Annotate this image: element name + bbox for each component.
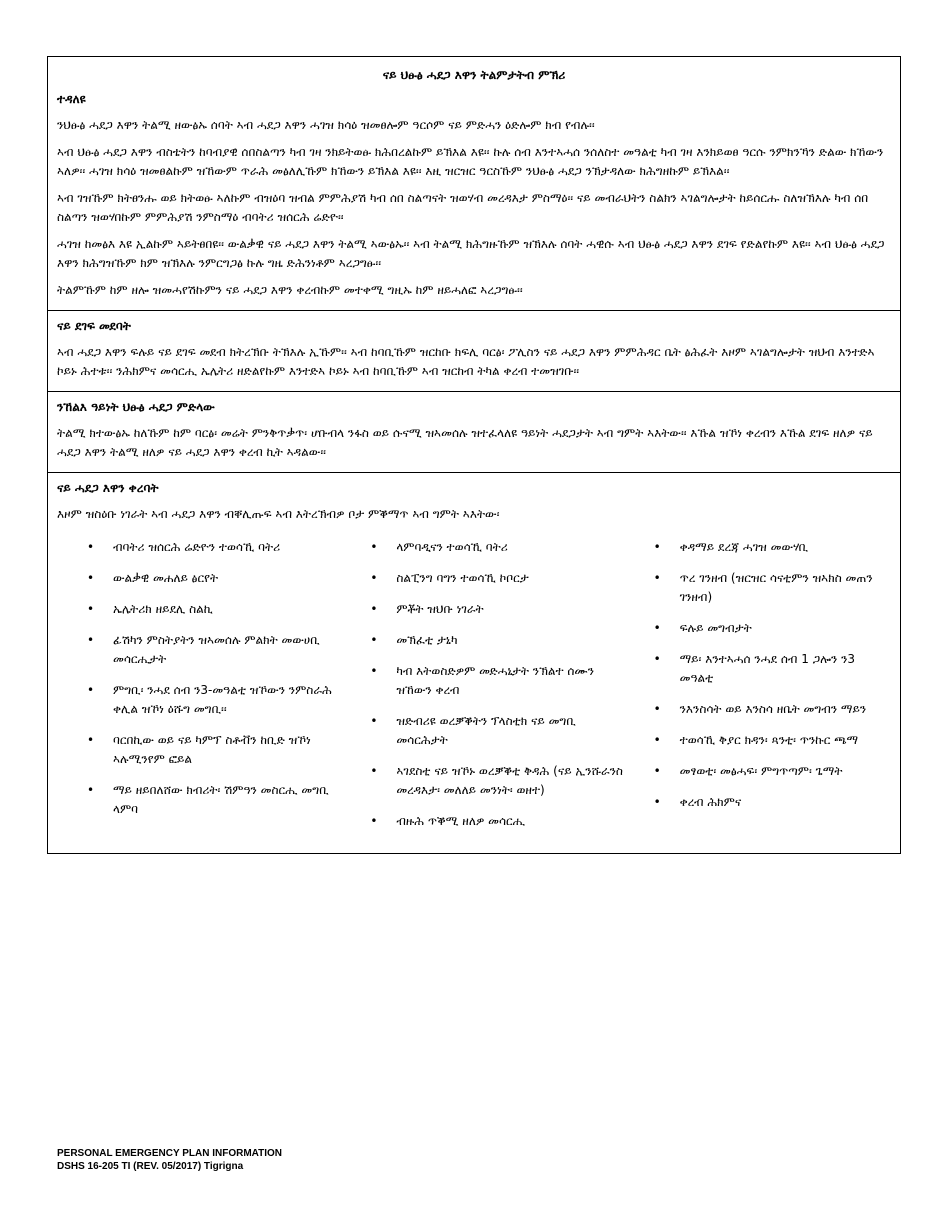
- supply-item: [87, 781, 340, 819]
- bullet-icon: •: [87, 540, 95, 554]
- supply-item: [654, 700, 891, 719]
- supply-item-text: ብባትሪ ዝሰርሕ ሬድዮን ተወሳኺ ባትሪ: [113, 540, 281, 554]
- bullet-icon: •: [87, 783, 95, 797]
- supplies-column-2: [340, 538, 623, 843]
- bullet-icon: •: [87, 683, 95, 697]
- supply-item: [370, 569, 623, 588]
- supply-item-text: ጥረ ገንዘብ (ዝርዝር ሳናቲምን ዝኣክስ መጠን ገንዘብ): [679, 571, 873, 604]
- bullet-icon: •: [370, 664, 378, 678]
- supply-item-text: ስልፒንግ ባግን ተወሳኺ ኮቦርታ: [396, 571, 529, 585]
- intro-paragraph: ንህፁፅ ሓደጋ እዋን ትልሚ ዘውፅኡ ሰባት ኣብ ሓደጋ እዋን ሓገዝ ክሳዕ ዝመፀሎም ዓርሶም ናይ ምድሓን ዕድሎም ክብ የብሉ፡፡: [57, 118, 595, 132]
- supply-item: [370, 600, 623, 619]
- supply-item: [654, 619, 891, 638]
- types-section: [48, 391, 900, 472]
- supply-item: [654, 793, 891, 812]
- bullet-icon: •: [653, 702, 661, 716]
- supply-item: [370, 631, 623, 650]
- supply-item: [654, 731, 891, 750]
- bullet-icon: •: [653, 540, 661, 554]
- supply-item: [370, 538, 623, 557]
- bullet-icon: •: [653, 764, 661, 778]
- intro-paragraph: ኣብ ህፁፅ ሓደጋ እዋን ብስቴትን ከባብያዊ ሰበስልጣን ካብ ገዛ ንክይትወፁ ክሕበረልኩም ይኽእል እዩ፡፡ ኩሉ ሰብ እንተኣሓሰ ንሰለስተ መዓልቲ ካብ ገዛ እንክይወፀ ዓርሱ ንምክንኻን ድልው ክኸውን ኣለዎ፡፡ ሓገዝ ክሳዕ ዝመፀልኩም ዝኸውም ጥራሕ መፅለሊኹም ክኸውን ይኽእል እዩ፡፡ እዚ ዝርዝር ዓርስኹም ንህፁፅ ሓደጋ ንኽታዳለው ክሕግዘኩም ይኽእል፡፡: [57, 145, 884, 178]
- intro-paragraph: ኣብ ገዝኹም ክትፀንሑ ወይ ክትወፁ ኣለኩም ብዝዕባ ዝብል ምምሕያሽ ካብ ሰበ ስልጣናት ዝወሃብ መረዳእታ ምስማዕ፡፡ ናይ መብራህትን ስልክን ኣገልግሎታት ከይሰርሑ ስለዝኽእሉ ካብ ሰበ ስልጣን ዝወሃበኩም ምምሕያሽ ንምስማዕ ብባትሪ ዝሰርሕ ሬድዮ፡፡: [57, 191, 869, 224]
- supplies-lists: [57, 538, 891, 843]
- supply-item: [87, 600, 340, 619]
- document-title: ናይ ህፁፅ ሓደጋ እዋን ትልምታትብ ምኽሪ: [382, 68, 566, 82]
- supply-item-text: ምቾት ዝህቡ ነገራት: [396, 602, 484, 616]
- supply-item-text: ዝድብሪዩ ወረቓቕትን ፕላስቲክ ናይ መግቢ መሳርሕታት: [396, 714, 576, 747]
- bullet-icon: •: [370, 714, 378, 728]
- supplies-section: [48, 472, 900, 853]
- supply-item-text: ባርበኪው ወይ ናይ ካምፕ ስቶቭን ከቢድ ዝኾነ ኣሉሚንየም ፎይል: [113, 733, 311, 766]
- bullet-icon: •: [87, 602, 95, 616]
- supply-item-text: ኤሌትሪክ ዘይደሊ ስልኪ: [113, 602, 213, 616]
- bullet-icon: •: [87, 733, 95, 747]
- supplies-column-1: [57, 538, 340, 843]
- supply-item-text: ኣገደስቲ ናይ ዝኾኑ ወረቓቕቲ ቅዳሕ (ናይ ኢንሹራንስ መረዳእታ፡ መለለይ መንነት፡ ወዘተ): [396, 764, 623, 797]
- supply-item-text: መኽፈቲ ታኒካ: [396, 633, 458, 647]
- supplies-heading: ናይ ሓደጋ እዋን ቀረባት: [57, 481, 159, 495]
- supply-item: [370, 812, 623, 831]
- types-paragraph: ትልሚ ክተውፅኡ ከለኹም ከም ባርፅ፡ መሬት ምንቅጥቃጥ፡ ሆቡብላ ንፋስ ወይ ሱናሚ ዝኣመሰሉ ዝተፈላለዩ ዓይነት ሓደጋታት ኣብ ግምት ኣእትው፡፡ እኹል ዝኾነ ቀረብን እኹል ደገፍ ዘለዎ ናይ ሓደጋ እዋን ትልሚ ዘለዎ ናይ ሓደጋ እዋን ቀረብ ኪት ኣዳልው፡፡: [57, 426, 873, 459]
- supply-item: [87, 538, 340, 557]
- supply-item-text: ውልቃዊ መሐለይ ፅርየት: [113, 571, 219, 585]
- intro-paragraph: ትልምኹም ከም ዘሎ ዝመሓየሽኩምን ናይ ሓደጋ እዋን ቀረብኩም መተቀሚ ግዚኡ ከም ዘይሓለፎ ኣረጋግፁ፡፡: [57, 283, 523, 297]
- supply-item: [370, 712, 623, 750]
- bullet-icon: •: [653, 621, 661, 635]
- supply-item-text: ላምባዲናን ተወሳኺ ባትሪ: [396, 540, 508, 554]
- supply-item: [87, 569, 340, 588]
- bullet-icon: •: [653, 571, 661, 585]
- supply-item-text: ማይ፡ እንተኣሓሰ ንሓደ ሰብ 1 ጋሎን ን3 መዓልቲ: [679, 652, 855, 685]
- intro-paragraph: ሓገዝ ከመፅእ እዩ ኢልኩም ኣይትፀበዩ፡፡ ውልቃዊ ናይ ሓደጋ እዋን ትልሚ ኣውፅኡ፡፡ ኣብ ትልሚ ክሕግዙኹም ዝኽእሉ ሰባት ሓዊሱ ኣብ ህፁፅ ሓደጋ እዋን ደገፍ የድልየኩም እዩ፡፡ ኣብ ህፁፅ ሓደጋ እዋን ክሕግዝኹም ክም ዝኽእሉ ንምርግጋፅ ኩሉ ግዜ ድሕንነቶም ኣረጋግፁ፡፡: [57, 237, 885, 270]
- supply-item: [370, 662, 623, 700]
- form-box: [47, 56, 901, 854]
- supply-item: [87, 731, 340, 769]
- supply-item-text: መፃወቲ፡ መፅሓፍ፡ ምግጥጣም፡ ጌማት: [679, 764, 843, 778]
- supply-item-text: ካብ እትወስድዎም መድሓኒታት ንኽልተ ሰሙን ዝኸውን ቀረብ: [396, 664, 594, 697]
- bullet-icon: •: [87, 633, 95, 647]
- supply-item-text: ምግቢ፡ ንሓደ ሰብ ን3-መዓልቲ ዝኾውን ንምስራሕ ቀሊል ዝኾነ ዕሹግ መግቢ፡፡: [113, 683, 332, 716]
- intro-section: [48, 57, 900, 310]
- bullet-icon: •: [653, 795, 661, 809]
- bullet-icon: •: [370, 540, 378, 554]
- bullet-icon: •: [653, 652, 661, 666]
- supply-item: [654, 538, 891, 557]
- supply-item-text: ብዙሕ ጥቕሚ ዘለዎ መሳርሒ: [396, 814, 526, 828]
- footer-form-number: DSHS 16-205 TI (REV. 05/2017) Tigrigna: [57, 1161, 244, 1172]
- footer-form-title: PERSONAL EMERGENCY PLAN INFORMATION: [57, 1148, 283, 1159]
- intro-heading: ተዳለዩ: [57, 92, 86, 106]
- bullet-icon: •: [370, 764, 378, 778]
- bullet-icon: •: [653, 733, 661, 747]
- supplies-intro: እዞም ዝስዕቡ ነገራት ኣብ ሓደጋ እዋን ብቐሊጡፍ ኣብ እትረኽብዎ ቦታ ምቕማጥ ኣብ ግምት ኣእትው፡: [57, 507, 500, 521]
- supply-item: [87, 681, 340, 719]
- bullet-icon: •: [87, 571, 95, 585]
- supply-item-text: ፊሽካን ምስትያትን ዝኣመሰሉ ምልክት መውሀቢ መሳርሒታት: [113, 633, 320, 666]
- supply-item-text: ተወሳኺ ቅያር ክዳን፡ ጻንቲ፡ ጥንኩር ጫማ: [679, 733, 859, 747]
- support-paragraph: ኣብ ሓደጋ እዋን ፍሉይ ናይ ደገፍ መደብ ክትረኽቡ ትኽእሉ ኢኹም፡፡ ኣብ ከባቢኹም ዝርከቡ ክፍሊ ባርፅ፡ ፖሊስን ናይ ሓደጋ እዋን ምምሕዳር ቤት ፅሕፈት እዞም ኣገልግሎታት ዝህብ እንተድኣ ኮይኑ ሕተቱ፡፡ ንሕክምና መሳርሒ ኤሌትሪ ዘድልየኩም እንተድኣ ኮይኑ ኣብ ከባቢኹም ኣብ ዝርከብ ትካል ቀረብ ተመዝገቡ፡፡: [57, 345, 875, 378]
- supply-item-text: ቀረብ ሕክምና: [679, 795, 742, 809]
- bullet-icon: •: [370, 814, 378, 828]
- supply-item: [87, 631, 340, 669]
- form-footer: [57, 1147, 282, 1173]
- support-heading: ናይ ደገፍ መደባት: [57, 319, 131, 333]
- bullet-icon: •: [370, 633, 378, 647]
- supply-item: [654, 569, 891, 607]
- supply-item-text: ንእንስሳት ወይ እንስሳ ዘቤት መግብን ማይን: [679, 702, 867, 716]
- bullet-icon: •: [370, 571, 378, 585]
- support-section: [48, 310, 900, 391]
- supply-item-text: ቀዳማይ ደረጃ ሓገዝ መውሃቢ: [679, 540, 809, 554]
- supplies-column-3: [624, 538, 891, 843]
- supply-item-text: ማይ ዘይበለሸው ክብሪት፡ ሽምዓን መስርሒ መግቢ ላምባ: [113, 783, 329, 816]
- supply-item: [654, 762, 891, 781]
- supply-item-text: ፍሉይ መግብታት: [679, 621, 752, 635]
- supply-item: [654, 650, 891, 688]
- bullet-icon: •: [370, 602, 378, 616]
- supply-item: [370, 762, 623, 800]
- types-heading: ንኸልእ ዓይነት ህፁፅ ሓደጋ ምድላው: [57, 400, 215, 414]
